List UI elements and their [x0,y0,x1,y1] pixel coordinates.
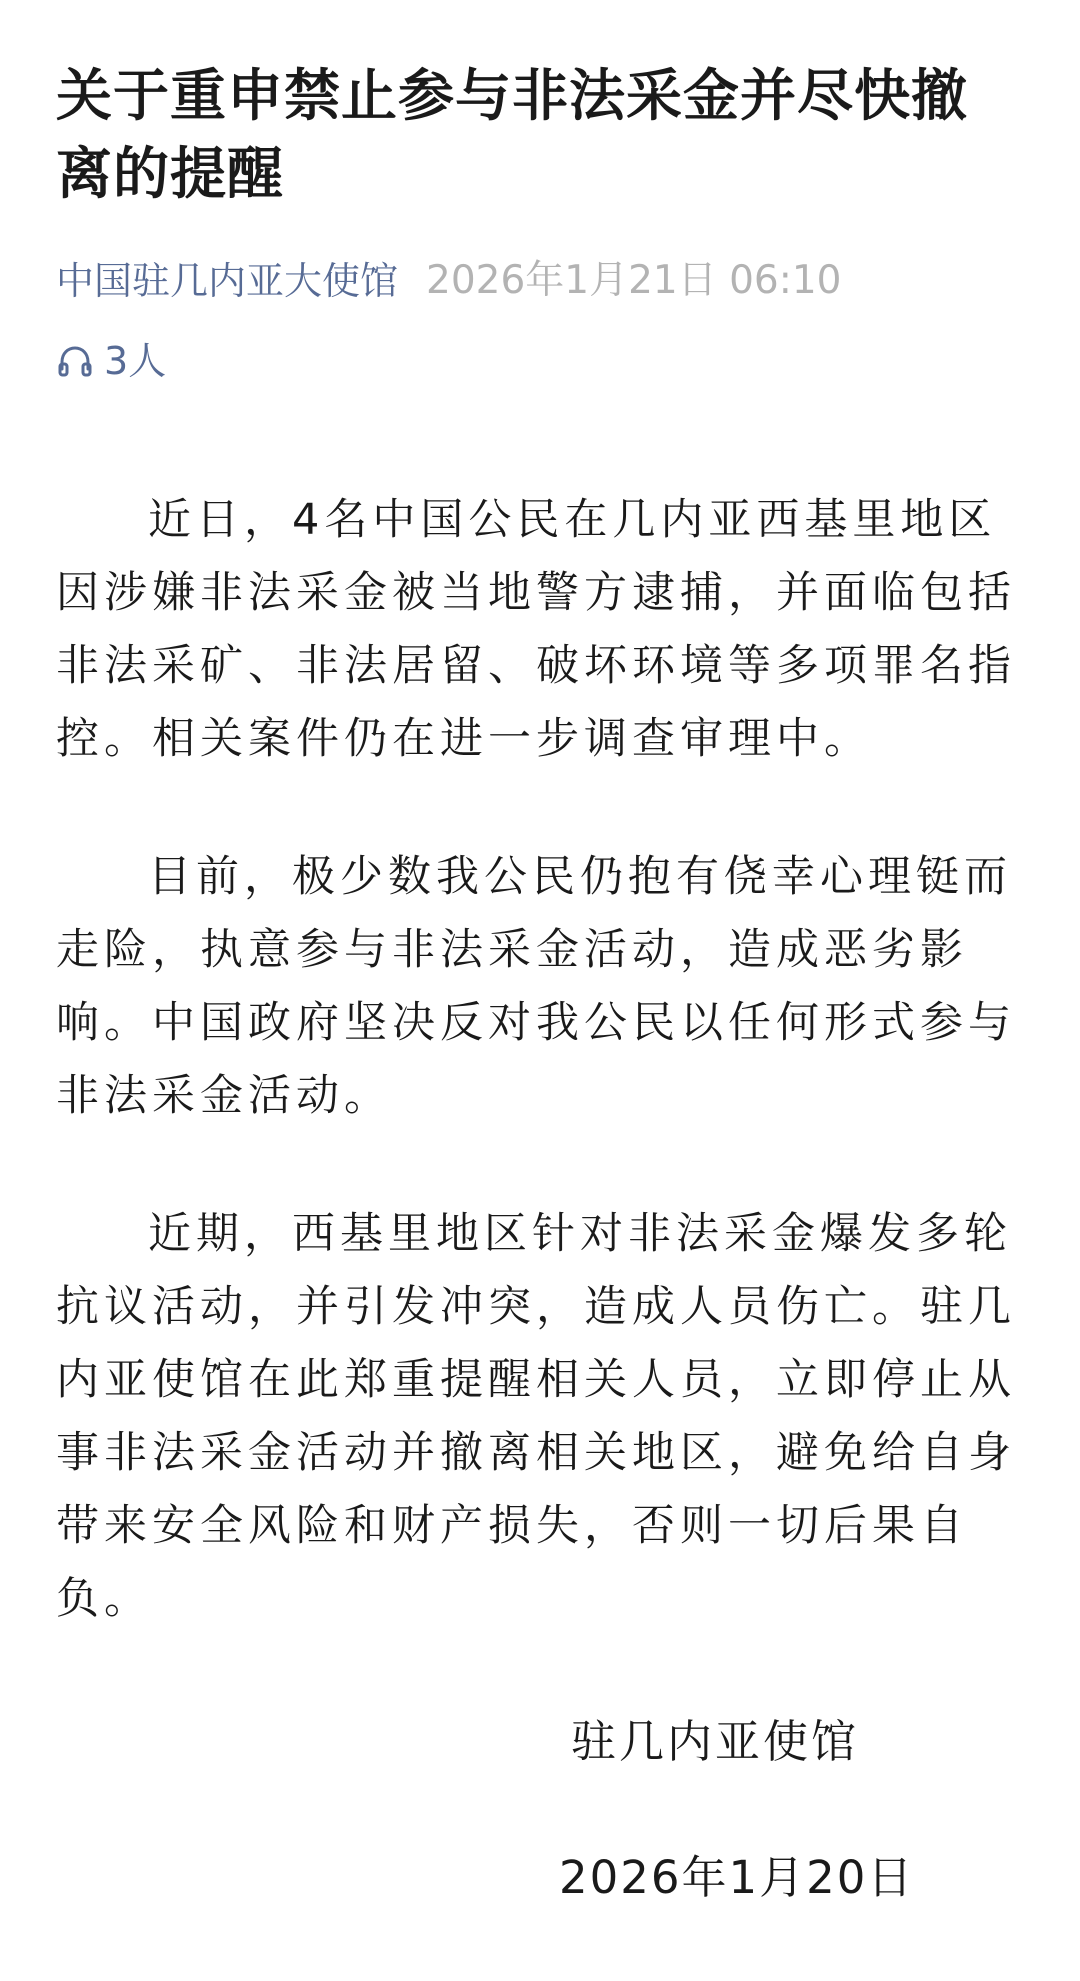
signature-date: 2026年1月20日 [559,1851,915,1904]
publish-time: 2026年1月21日 06:10 [426,258,842,303]
headphone-icon [56,342,94,380]
signature: 驻几内亚使馆 [571,1715,860,1768]
article-meta [56,256,1024,306]
body-paragraph-2: 目前，极少数我公民仍抱有侥幸心理铤而走险，执意参与非法采金活动，造成恶劣影响。中国政府坚决反对我公民以任何形式参与非法采金活动。 [56,852,1016,1121]
body-paragraph-1: 近日，4名中国公民在几内亚西基里地区因涉嫌非法采金被当地警方逮捕，并面临包括非法采矿、非法居留、破坏环境等多项罪名指控。相关案件仍在进一步调查审理中。 [56,495,1016,764]
body-paragraph-3: 近期，西基里地区针对非法采金爆发多轮抗议活动，并引发冲突，造成人员伤亡。驻几内亚使馆在此郑重提醒相关人员，立即停止从事非法采金活动并撤离相关地区，避免给自身带来安全风险和财产损失，否则一切后果自负。 [56,1209,1016,1624]
article-body [56,484,1024,1636]
listen-count-label: 3人 [104,339,167,383]
account-name-link[interactable]: 中国驻几内亚大使馆 [56,259,399,303]
article-title: 关于重申禁止参与非法采金并尽快撤离的提醒 [56,64,968,207]
listen-count[interactable] [56,336,1024,386]
